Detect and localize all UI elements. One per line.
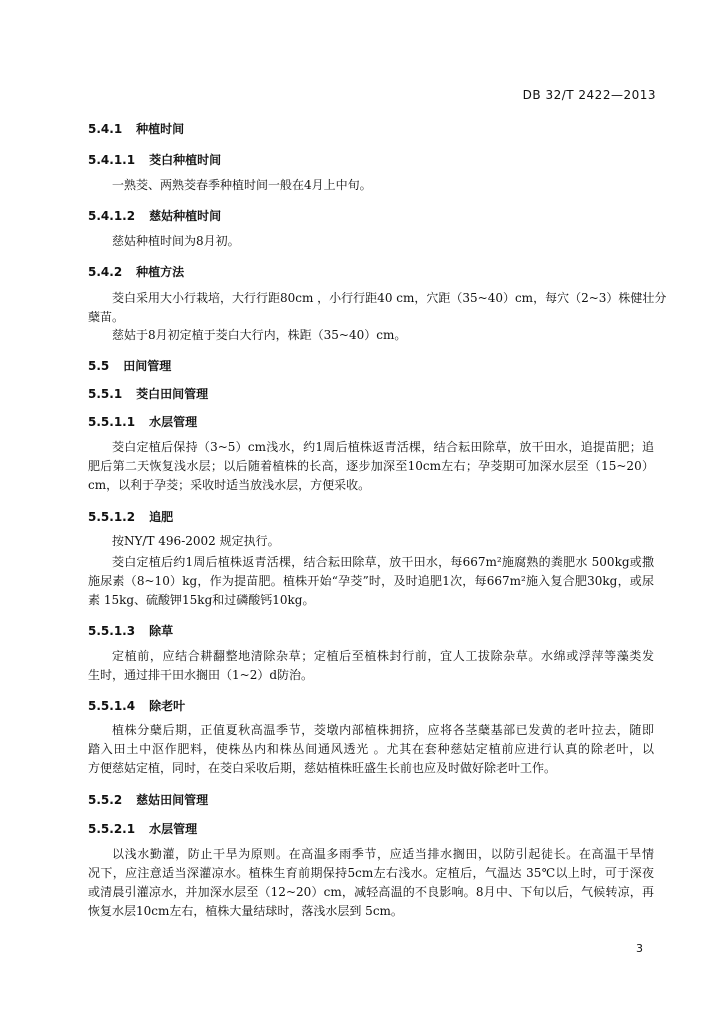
paragraph <box>88 232 654 251</box>
section-heading <box>88 385 208 402</box>
text-line: 素 15kg、硫酸钾15kg和过磷酸钙10kg。 <box>88 593 315 607</box>
text-line: 茭白采用大小行栽培，大行行距80cm ，小行行距40 cm，穴距（35~40）cm，每穴（2~3）株健壮分 <box>112 291 667 305</box>
section-number: 5.5.2.1 <box>88 822 136 836</box>
section-number: 5.4.2 <box>88 265 123 279</box>
text-line: 方便慈姑定植，同时，在茭白采收后期，慈姑植株旺盛生长前也应及时做好除老叶工作。 <box>88 761 557 775</box>
section-title: 种植时间 <box>136 122 185 136</box>
section-heading <box>88 207 221 224</box>
section-heading <box>88 413 197 430</box>
paragraph <box>88 553 654 610</box>
section-title: 慈姑田间管理 <box>136 793 209 807</box>
section-heading <box>88 151 221 168</box>
section-number: 5.5.1.4 <box>88 699 136 713</box>
paragraph <box>88 647 654 685</box>
section-title: 水层管理 <box>149 822 198 836</box>
paragraph <box>88 176 654 195</box>
section-number: 5.5.1.1 <box>88 415 136 429</box>
text-line: 植株分蘖后期，正值夏秋高温季节，茭墩内部植株拥挤，应将各茎蘖基部已发黄的老叶拉去，随即 <box>112 723 654 737</box>
section-number: 5.4.1.2 <box>88 209 136 223</box>
text-line: 一熟茭、两熟茭春季种植时间一般在4月上中旬。 <box>112 178 372 192</box>
text-line: 恢复水层10cm左右，植株大量结球时，落浅水层到 5cm。 <box>88 904 403 918</box>
section-heading <box>88 120 184 137</box>
paragraph <box>88 845 654 921</box>
section-title: 除草 <box>149 624 174 638</box>
section-heading <box>88 508 173 525</box>
paragraph <box>88 326 654 345</box>
section-heading <box>88 622 173 639</box>
text-line: 定植前，应结合耕翻整地清除杂草；定植后至植株封行前，宜人工拔除杂草。水绵或浮萍等藻类发 <box>112 649 654 663</box>
section-title: 种植方法 <box>136 265 185 279</box>
section-number: 5.5.1.2 <box>88 510 136 524</box>
section-heading <box>88 263 184 280</box>
text-line: 慈姑种植时间为8月初。 <box>112 234 240 248</box>
text-line: 茭白定植后保持（3~5）cm浅水，约1周后植株返青活棵，结合耘田除草，放干田水，追提苗肥；追 <box>112 440 654 454</box>
section-number: 5.5 <box>88 359 110 373</box>
paragraph <box>88 721 654 778</box>
paragraph <box>88 438 654 495</box>
text-line: 施尿素（8~10）kg，作为提苗肥。植株开始“孕茭”时，及时追肥1次，每667m²施入复合肥30kg，或尿 <box>88 574 654 588</box>
section-number: 5.5.2 <box>88 793 123 807</box>
text-line: cm，以利于孕茭；采收时适当放浅水层，方便采收。 <box>88 478 371 492</box>
section-number: 5.5.1 <box>88 387 123 401</box>
text-line: 踏入田土中沤作肥料，使株丛内和株丛间通风透光 。尤其在套种慈姑定植前应进行认真的除老叶，以 <box>88 742 654 756</box>
text-line: 按NY/T 496-2002 规定执行。 <box>112 534 280 548</box>
section-heading <box>88 791 208 808</box>
section-title: 茭白种植时间 <box>149 153 222 167</box>
text-line: 或清晨引灌凉水，并加深水层至（12~20）cm，减轻高温的不良影响。8月中、下旬以后，气候转凉，再 <box>88 885 654 899</box>
text-line: 生时，通过排干田水搁田（1~2）d防治。 <box>88 668 314 682</box>
text-line: 茭白定植后约1周后植株返青活棵，结合耘田除草，放干田水，每667m²施腐熟的粪肥水 500kg或撒 <box>112 555 654 569</box>
section-title: 田间管理 <box>123 359 172 373</box>
text-line: 慈姑于8月初定植于茭白大行内，株距（35~40）cm。 <box>112 328 407 342</box>
section-heading <box>88 820 197 837</box>
section-number: 5.4.1.1 <box>88 153 136 167</box>
standard-code: DB 32/T 2422—2013 <box>522 88 656 102</box>
section-number: 5.5.1.3 <box>88 624 136 638</box>
page-number: 3 <box>636 942 643 955</box>
section-title: 除老叶 <box>149 699 186 713</box>
text-line: 蘖苗。 <box>88 310 125 324</box>
text-line: 肥后第二天恢复浅水层；以后随着植株的长高，逐步加深至10cm左右；孕茭期可加深水层至（15~20） <box>88 459 654 473</box>
section-title: 水层管理 <box>149 415 198 429</box>
section-title: 追肥 <box>149 510 174 524</box>
paragraph <box>88 532 654 551</box>
paragraph <box>88 289 667 327</box>
section-number: 5.4.1 <box>88 122 123 136</box>
text-line: 况下，应注意适当深灌凉水。植株生育前期保持5cm左右浅水。定植后，气温达 35℃以上时，可于深夜 <box>88 866 654 880</box>
text-line: 以浅水勤灌，防止干旱为原则。在高温多雨季节，应适当排水搁田，以防引起徒长。在高温干旱情 <box>112 847 654 861</box>
section-title: 慈姑种植时间 <box>149 209 222 223</box>
section-heading <box>88 357 171 374</box>
section-title: 茭白田间管理 <box>136 387 209 401</box>
section-heading <box>88 697 185 714</box>
